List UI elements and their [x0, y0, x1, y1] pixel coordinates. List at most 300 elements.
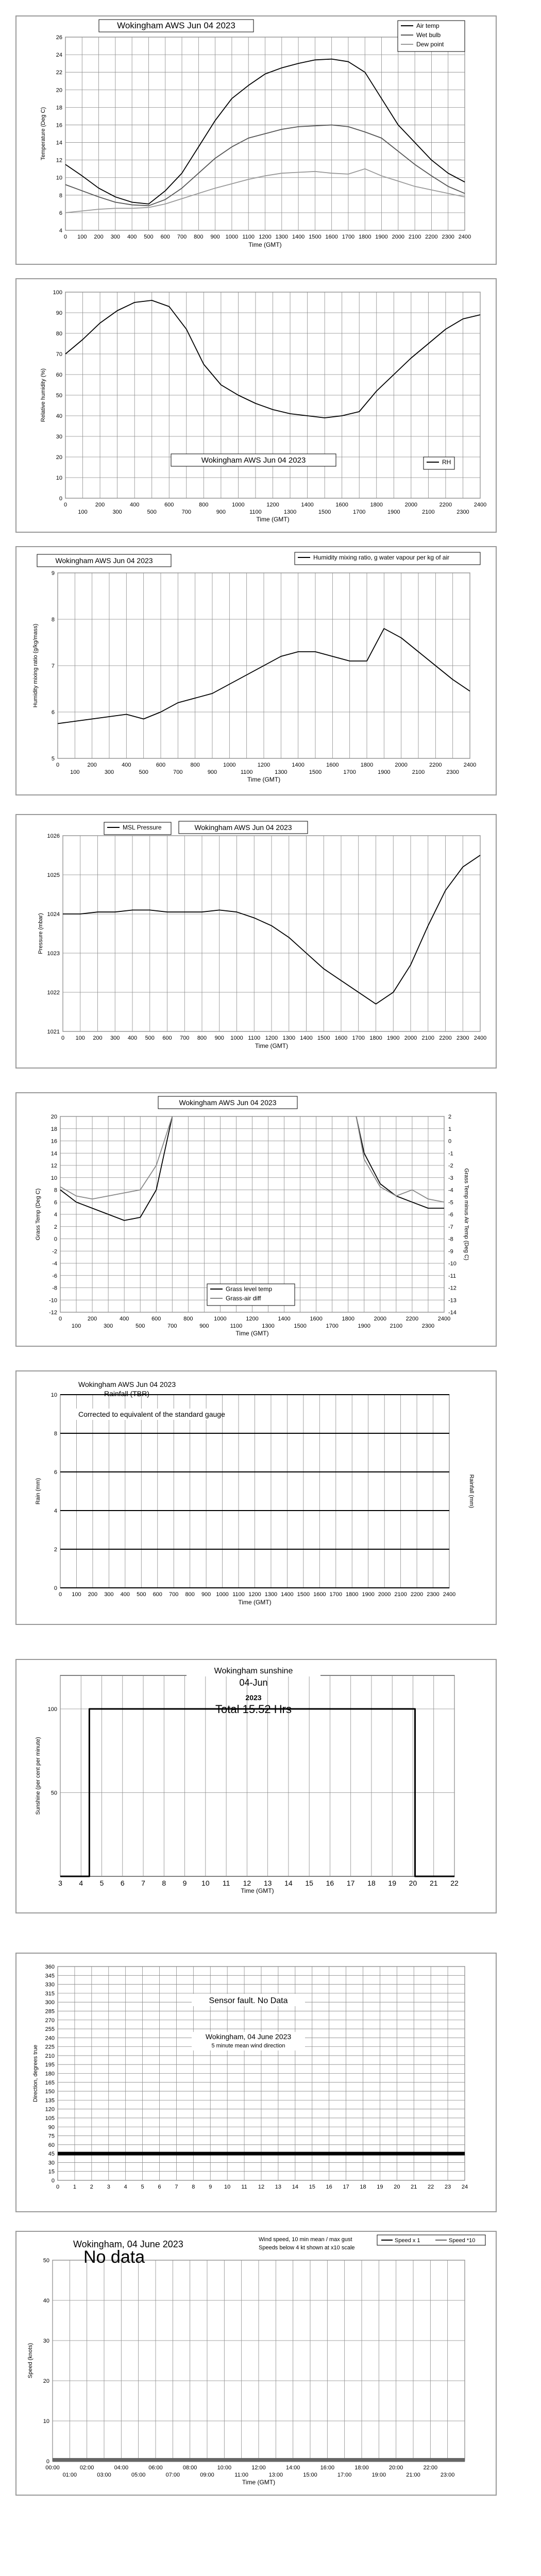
y-tick-label: 8: [54, 1431, 57, 1437]
x-tick-label: 07:00: [165, 2472, 180, 2478]
x-tick-label: 1000: [225, 234, 239, 240]
x-tick-label: 800: [183, 1316, 193, 1322]
x-tick-label: 100: [75, 1035, 85, 1041]
y-tick-label: 2: [54, 1224, 57, 1230]
x-tick-label: 600: [160, 234, 170, 240]
x-tick-label: 1500: [297, 1591, 310, 1598]
x-tick-label: 400: [122, 762, 131, 768]
x-tick-label: 1100: [249, 509, 262, 515]
x-tick-label: 300: [103, 1323, 113, 1329]
x-tick-label: 2100: [394, 1591, 407, 1598]
x-tick-label: 200: [87, 762, 97, 768]
y-tick-label: 0: [54, 1585, 57, 1591]
x-tick-label: 2000: [395, 762, 408, 768]
chart-title: Wokingham AWS Jun 04 2023: [194, 823, 292, 832]
x-tick-label: 1900: [375, 234, 388, 240]
y2-tick-label: -4: [448, 1187, 453, 1194]
wind-direction-chart: [16, 1954, 496, 2211]
x-tick-label: 7: [175, 2184, 178, 2190]
x-tick-label: 500: [147, 509, 157, 515]
x-tick-label: 1600: [313, 1591, 326, 1598]
x-tick-label: 1800: [369, 1035, 382, 1041]
y-tick-label: 210: [45, 2053, 55, 2059]
y-tick-label: 4: [59, 228, 62, 234]
x-tick-label: 1700: [342, 234, 355, 240]
x-tick-label: 1500: [309, 769, 322, 775]
x-tick-label: 2300: [427, 1591, 439, 1598]
x-tick-label: 13: [275, 2184, 282, 2190]
y2-tick-label: -12: [448, 1285, 457, 1292]
x-tick-label: 1200: [266, 502, 279, 508]
x-tick-label: 700: [177, 234, 187, 240]
x-tick-label: 600: [151, 1316, 161, 1322]
y-tick-label: 20: [56, 87, 62, 94]
x-tick-label: 21: [411, 2184, 417, 2190]
x-tick-label: 600: [153, 1591, 162, 1598]
x-tick-label: 1200: [246, 1316, 259, 1322]
y-tick-label: 9: [51, 570, 55, 577]
y-tick-label: 330: [45, 1981, 55, 1988]
x-tick-label: 9: [182, 1879, 187, 1887]
y-tick-label: -4: [52, 1261, 57, 1267]
x-tick-label: 2400: [443, 1591, 456, 1598]
mixing-ratio-chart-panel: [15, 546, 497, 795]
y-tick-label: 50: [50, 1790, 57, 1797]
sunshine-chart: [16, 1660, 496, 1912]
legend-label: Wet bulb: [416, 31, 441, 39]
x-tick-label: 0: [56, 762, 60, 768]
x-tick-label: 1700: [352, 509, 366, 515]
y-tick-label: 1023: [47, 951, 60, 957]
x-tick-label: 800: [199, 502, 209, 508]
y-tick-label: 75: [48, 2133, 55, 2140]
x-tick-label: 16: [326, 2184, 332, 2190]
y2-tick-label: 1: [448, 1126, 452, 1132]
chart-title: Wokingham sunshine: [214, 1667, 293, 1675]
x-tick-label: 4: [79, 1879, 83, 1887]
x-tick-label: 1700: [329, 1591, 343, 1598]
y-tick-label: 0: [51, 2178, 55, 2184]
x-tick-label: 300: [112, 509, 122, 515]
x-tick-label: 11: [222, 1879, 230, 1887]
y2-tick-label: -11: [448, 1273, 457, 1279]
x-tick-label: 1300: [262, 1323, 275, 1329]
chart-title: Wokingham AWS Jun 04 2023: [78, 1380, 176, 1388]
x-tick-label: 1000: [216, 1591, 229, 1598]
x-tick-label: 1000: [232, 502, 245, 508]
x-tick-label: 20: [394, 2184, 400, 2190]
y-tick-label: 60: [48, 2142, 55, 2148]
x-tick-label: 1500: [318, 509, 331, 515]
y-tick-label: 6: [59, 210, 62, 216]
x-tick-label: 1500: [317, 1035, 330, 1041]
x-tick-label: 22: [428, 2184, 434, 2190]
y-tick-label: 315: [45, 1990, 55, 1997]
x-tick-label: 2200: [429, 762, 442, 768]
x-tick-label: 1600: [335, 502, 348, 508]
x-tick-label: 1200: [257, 762, 270, 768]
x-axis-label: Time (GMT): [256, 516, 290, 523]
y-tick-label: 60: [56, 372, 62, 378]
x-tick-label: 12:00: [251, 2465, 266, 2471]
x-tick-label: 400: [129, 502, 140, 508]
y2-tick-label: -9: [448, 1248, 453, 1255]
y-tick-label: 30: [56, 434, 62, 440]
y-tick-label: 6: [54, 1469, 57, 1476]
x-tick-label: 2300: [457, 509, 469, 515]
x-tick-label: 1100: [230, 1323, 243, 1329]
y-axis-label: Relative humidity (%): [40, 368, 46, 422]
y2-tick-label: 2: [448, 1114, 452, 1120]
y2-axis-label: Rainfall (mm): [468, 1474, 475, 1509]
x-tick-label: 600: [162, 1035, 172, 1041]
chart-subtitle: Rainfall (TBR): [104, 1389, 149, 1398]
y-tick-label: 1021: [47, 1029, 60, 1035]
x-tick-label: 100: [70, 769, 80, 775]
grass-temp-chart-panel: [15, 1092, 497, 1347]
x-tick-label: 2000: [404, 1035, 417, 1041]
x-tick-label: 1600: [334, 1035, 348, 1041]
y-tick-label: 80: [56, 331, 62, 337]
chart-title: Wokingham AWS Jun 04 2023: [179, 1098, 277, 1107]
wind-speed-chart-panel: [15, 2231, 497, 2496]
x-tick-label: 18: [367, 1879, 376, 1887]
y-tick-label: 18: [56, 105, 62, 111]
y-tick-label: 6: [54, 1199, 57, 1206]
y-axis-label: Temperature (Deg C): [40, 107, 46, 161]
x-tick-label: 00:00: [45, 2465, 60, 2471]
x-tick-label: 800: [194, 234, 204, 240]
x-tick-label: 16: [326, 1879, 334, 1887]
y2-tick-label: -8: [448, 1236, 453, 1243]
x-tick-label: 1400: [281, 1591, 294, 1598]
x-tick-label: 900: [201, 1591, 211, 1598]
x-tick-label: 200: [87, 1316, 97, 1322]
x-tick-label: 0: [61, 1035, 65, 1041]
x-tick-label: 0: [58, 1316, 62, 1322]
x-tick-label: 2300: [421, 1323, 435, 1329]
x-tick-label: 1300: [275, 769, 288, 775]
x-tick-label: 3: [107, 2184, 110, 2190]
x-tick-label: 1700: [326, 1323, 339, 1329]
x-tick-label: 1200: [259, 234, 272, 240]
y-tick-label: 40: [56, 413, 62, 419]
y-axis-label: Speed (knots): [27, 2343, 33, 2379]
legend-label: Speed x 1: [395, 2238, 420, 2244]
x-tick-label: 18: [360, 2184, 366, 2190]
mixing-ratio-chart: [16, 547, 496, 794]
y-tick-label: 165: [45, 2079, 55, 2086]
x-tick-label: 1000: [223, 762, 236, 768]
x-tick-label: 100: [78, 509, 88, 515]
x-tick-label: 2200: [425, 234, 438, 240]
x-axis-label: Time (GMT): [241, 1887, 274, 1894]
temperature-chart-panel: [15, 15, 497, 265]
y-tick-label: 300: [45, 1999, 55, 2006]
x-tick-label: 24: [461, 2184, 468, 2190]
x-tick-label: 2000: [378, 1591, 391, 1598]
y-tick-label: 40: [43, 2298, 49, 2304]
legend-label: Dew point: [416, 41, 444, 48]
x-tick-label: 1200: [248, 1591, 261, 1598]
x-tick-label: 14: [284, 1879, 293, 1887]
x-tick-label: 1200: [265, 1035, 278, 1041]
x-axis-label: Time (GMT): [238, 1599, 272, 1606]
x-tick-label: 2: [90, 2184, 93, 2190]
x-tick-label: 1600: [310, 1316, 323, 1322]
y-tick-label: 7: [51, 663, 55, 669]
x-tick-label: 1000: [214, 1316, 227, 1322]
x-tick-label: 17:00: [337, 2472, 352, 2478]
x-tick-label: 1400: [292, 234, 305, 240]
y-tick-label: 0: [46, 2459, 49, 2465]
y-tick-label: -6: [52, 1273, 57, 1279]
x-tick-label: 05:00: [131, 2472, 146, 2478]
chart-annotation: Sensor fault. No Data: [209, 1996, 288, 2005]
y-tick-label: 100: [47, 1706, 57, 1713]
y-tick-label: 195: [45, 2062, 55, 2069]
y-tick-label: 20: [50, 1114, 57, 1120]
y-tick-label: 90: [56, 310, 62, 316]
chart-annotation: No data: [83, 2247, 145, 2267]
legend-label: Grass-air diff: [226, 1295, 261, 1302]
x-tick-label: 1700: [343, 769, 356, 775]
x-tick-label: 400: [127, 234, 137, 240]
y-tick-label: -8: [52, 1285, 57, 1292]
legend-label: Air temp: [416, 22, 439, 29]
y-tick-label: 12: [50, 1163, 57, 1169]
x-tick-label: 300: [104, 1591, 114, 1598]
x-tick-label: 1800: [346, 1591, 359, 1598]
chart-annotation: Corrected to equivalent of the standard gauge: [78, 1410, 225, 1418]
y-tick-label: 285: [45, 2008, 55, 2015]
x-tick-label: 2200: [410, 1591, 424, 1598]
y2-tick-label: -14: [448, 1310, 457, 1316]
x-tick-label: 800: [185, 1591, 195, 1598]
x-tick-label: 1100: [240, 769, 253, 775]
x-tick-label: 1800: [359, 234, 371, 240]
y-tick-label: 10: [50, 1175, 57, 1181]
x-tick-label: 1500: [309, 234, 322, 240]
y-tick-label: 180: [45, 2071, 55, 2077]
x-tick-label: 06:00: [148, 2465, 163, 2471]
x-tick-label: 400: [120, 1591, 130, 1598]
header-note-1: Wind speed, 10 min mean / max gust: [259, 2236, 352, 2243]
y-tick-label: 10: [43, 2418, 49, 2425]
x-tick-label: 900: [207, 769, 217, 775]
x-tick-label: 18:00: [354, 2465, 369, 2471]
x-axis-label: Time (GMT): [235, 1330, 269, 1337]
chart-title: Wokingham, 04 June 2023: [205, 2032, 292, 2041]
x-tick-label: 2400: [437, 1316, 451, 1322]
x-tick-label: 15: [305, 1879, 313, 1887]
x-tick-label: 100: [72, 1591, 81, 1598]
x-tick-label: 1300: [283, 509, 297, 515]
header-note-2: Speeds below 4 kt shown at x10 scale: [259, 2245, 355, 2251]
y2-tick-label: -5: [448, 1199, 453, 1206]
y-axis-label: Grass Temp (Deg C): [35, 1188, 41, 1241]
x-tick-label: 700: [173, 769, 183, 775]
y2-tick-label: 0: [448, 1138, 452, 1145]
y-tick-label: 4: [54, 1508, 57, 1514]
x-tick-label: 3: [58, 1879, 62, 1887]
y-tick-label: -10: [49, 1297, 57, 1304]
x-tick-label: 2000: [374, 1316, 387, 1322]
x-tick-label: 02:00: [79, 2465, 94, 2471]
y-tick-label: 240: [45, 2035, 55, 2042]
y-tick-label: 360: [45, 1964, 55, 1970]
x-tick-label: 500: [144, 234, 154, 240]
y2-tick-label: -13: [448, 1297, 457, 1304]
y-tick-label: 90: [48, 2124, 55, 2131]
x-tick-label: 15: [309, 2184, 315, 2190]
x-tick-label: 300: [104, 769, 114, 775]
x-tick-label: 2400: [458, 234, 471, 240]
x-tick-label: 1300: [264, 1591, 278, 1598]
y-tick-label: -12: [49, 1310, 57, 1316]
y-tick-label: 8: [54, 1187, 57, 1194]
x-tick-label: 2400: [463, 762, 477, 768]
y-tick-label: 100: [53, 290, 62, 296]
x-tick-label: 2300: [442, 234, 454, 240]
x-axis-label: Time (GMT): [255, 1042, 289, 1049]
x-tick-label: 2100: [408, 234, 421, 240]
chart-title: Wokingham AWS Jun 04 2023: [117, 21, 235, 30]
x-tick-label: 400: [119, 1316, 129, 1322]
x-tick-label: 600: [156, 762, 166, 768]
x-tick-label: 2100: [390, 1323, 403, 1329]
x-tick-label: 2200: [439, 1035, 452, 1041]
x-tick-label: 500: [139, 769, 148, 775]
x-tick-label: 8: [192, 2184, 195, 2190]
x-tick-label: 1900: [362, 1591, 375, 1598]
x-tick-label: 14:00: [285, 2465, 300, 2471]
x-tick-label: 23: [444, 2184, 451, 2190]
x-tick-label: 1100: [232, 1591, 245, 1598]
y-tick-label: 30: [43, 2338, 49, 2344]
y-tick-label: 22: [56, 70, 62, 76]
legend-label: Speed *10: [449, 2238, 476, 2244]
x-tick-label: 700: [180, 1035, 190, 1041]
y2-tick-label: -3: [448, 1175, 453, 1181]
y-tick-label: 225: [45, 2044, 55, 2050]
y-tick-label: 105: [45, 2115, 55, 2122]
x-tick-label: 4: [124, 2184, 127, 2190]
x-tick-label: 5: [99, 1879, 104, 1887]
x-tick-label: 04:00: [114, 2465, 129, 2471]
chart-title: Wokingham AWS Jun 04 2023: [55, 556, 153, 565]
x-tick-label: 12: [258, 2184, 265, 2190]
x-tick-label: 900: [199, 1323, 209, 1329]
x-tick-label: 10: [201, 1879, 210, 1887]
y-axis-label: Pressure (mbar): [38, 913, 44, 954]
x-tick-label: 600: [164, 502, 174, 508]
x-tick-label: 7: [141, 1879, 145, 1887]
x-tick-label: 03:00: [97, 2472, 111, 2478]
temperature-chart: [16, 16, 496, 264]
x-tick-label: 6: [120, 1879, 125, 1887]
x-tick-label: 1900: [378, 769, 391, 775]
x-tick-label: 100: [77, 234, 87, 240]
x-tick-label: 1700: [352, 1035, 365, 1041]
x-tick-label: 2400: [474, 1035, 487, 1041]
x-tick-label: 1500: [294, 1323, 307, 1329]
y-tick-label: 1026: [47, 833, 60, 839]
x-tick-label: 1800: [342, 1316, 354, 1322]
x-tick-label: 19: [388, 1879, 396, 1887]
x-tick-label: 700: [167, 1323, 177, 1329]
chart-total: Total 15.52 Hrs: [215, 1703, 292, 1716]
x-tick-label: 16:00: [320, 2465, 335, 2471]
x-tick-label: 01:00: [62, 2472, 77, 2478]
x-tick-label: 0: [63, 234, 67, 240]
x-tick-label: 1300: [275, 234, 289, 240]
x-tick-label: 1100: [248, 1035, 261, 1041]
x-tick-label: 800: [190, 762, 200, 768]
y2-tick-label: -10: [448, 1261, 457, 1267]
x-tick-label: 17: [343, 2184, 349, 2190]
y2-tick-label: -6: [448, 1212, 453, 1218]
x-tick-label: 900: [214, 1035, 224, 1041]
x-tick-label: 15:00: [303, 2472, 317, 2478]
y-tick-label: 345: [45, 1973, 55, 1979]
x-tick-label: 13: [263, 1879, 272, 1887]
rainfall-chart-panel: [15, 1370, 497, 1625]
x-tick-label: 19:00: [371, 2472, 386, 2478]
x-tick-label: 300: [110, 234, 121, 240]
y-tick-label: 255: [45, 2026, 55, 2033]
y2-tick-label: -7: [448, 1224, 453, 1230]
y-tick-label: 18: [50, 1126, 57, 1132]
y-tick-label: 2: [54, 1547, 57, 1553]
x-tick-label: 13:00: [268, 2472, 283, 2478]
grass-temp-chart: [16, 1093, 496, 1346]
x-tick-label: 1400: [278, 1316, 291, 1322]
x-tick-label: 17: [346, 1879, 355, 1887]
humidity-chart-panel: [15, 278, 497, 533]
x-tick-label: 2100: [412, 769, 425, 775]
x-tick-label: 700: [169, 1591, 179, 1598]
y-tick-label: 135: [45, 2097, 55, 2104]
x-tick-label: 22: [450, 1879, 459, 1887]
x-tick-label: 1800: [360, 762, 374, 768]
legend-label: RH: [442, 459, 451, 466]
y-tick-label: 10: [56, 175, 62, 181]
x-tick-label: 1000: [230, 1035, 243, 1041]
y-tick-label: 14: [56, 140, 62, 146]
x-tick-label: 200: [88, 1591, 98, 1598]
x-tick-label: 500: [145, 1035, 155, 1041]
x-tick-label: 22:00: [423, 2465, 438, 2471]
legend-label: Humidity mixing ratio, g water vapour per kg of air: [313, 554, 450, 561]
x-tick-label: 5: [141, 2184, 144, 2190]
legend-label: Grass level temp: [226, 1285, 273, 1293]
y-tick-label: 10: [50, 1392, 57, 1398]
x-tick-label: 1600: [325, 234, 338, 240]
x-tick-label: 10:00: [217, 2465, 232, 2471]
y-tick-label: 1025: [47, 872, 60, 878]
y-tick-label: 16: [56, 122, 62, 129]
x-tick-label: 300: [110, 1035, 120, 1041]
x-tick-label: 500: [137, 1591, 146, 1598]
x-tick-label: 2200: [405, 1316, 419, 1322]
x-tick-label: 0: [58, 1591, 62, 1598]
y-tick-label: 1024: [47, 911, 60, 918]
x-tick-label: 1400: [301, 502, 314, 508]
x-tick-label: 12: [243, 1879, 251, 1887]
y-tick-label: 30: [48, 2160, 55, 2166]
chart-year: 2023: [245, 1693, 262, 1702]
